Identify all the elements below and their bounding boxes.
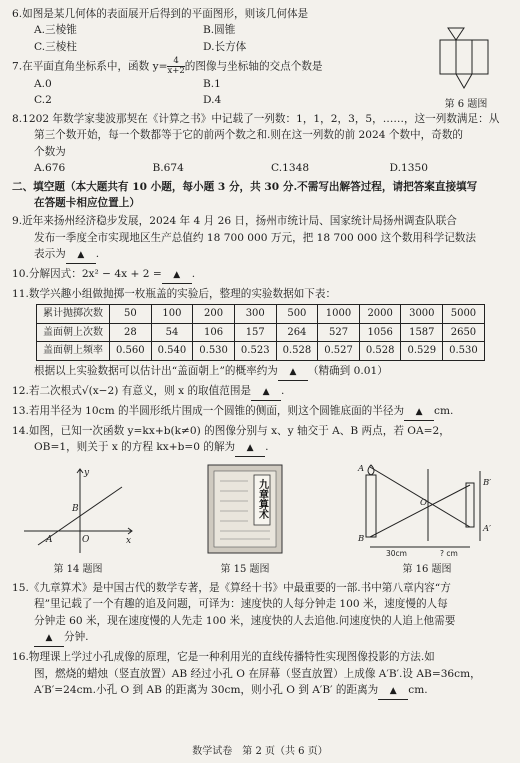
q11-after <box>12 363 508 381</box>
table-cell: 0.530 <box>193 342 235 361</box>
q16-line-3-text: A′B′=24cm.小孔 O 到 AB 的距离为 30cm，则小孔 O 到 A′B′ 的距离为 <box>34 683 379 696</box>
q12-answer-blank <box>251 383 281 401</box>
distance-label-2: ? cm <box>440 549 458 558</box>
net-bottom-triangle <box>456 74 472 88</box>
table-cell: 1056 <box>359 323 401 342</box>
q15-line-1: 15.《九章算术》是中国古代的数学专著，是《算经十书》中最重要的一部.书中第八章内容“方 <box>12 581 451 594</box>
table-cell: 100 <box>151 305 193 324</box>
table-cell: 106 <box>193 323 235 342</box>
table-row <box>37 305 485 324</box>
q11-answer-blank <box>278 363 308 381</box>
x-axis-label: x <box>126 536 132 547</box>
q15-figure-caption: 第 15 题图 <box>220 564 270 576</box>
q13-answer-blank <box>404 403 434 421</box>
q11-stem: 11.数学兴趣小组做抛掷一枚瓶盖的实验后，整理的实验数据如下表： <box>12 288 337 300</box>
q7-stem-post: 的图像与坐标轴的交点个数是 <box>184 60 323 73</box>
table-row <box>37 323 485 342</box>
page-footer: 数学试卷 第 2 页（共 6 页） <box>192 745 328 757</box>
table-cell: 500 <box>276 305 318 324</box>
label-b: B <box>358 534 365 545</box>
q8-line-1: 8.1202 年数学家斐波那契在《计算之书》中记载了一列数：1，1，2，3，5，……，这一列数满足：从 <box>12 112 500 125</box>
q15-answer-blank <box>34 629 64 647</box>
table-cell: 264 <box>276 323 318 342</box>
q16-figure-caption: 第 16 题图 <box>402 564 452 576</box>
q7-options <box>12 76 372 109</box>
q16-line-3-post: cm. <box>408 683 428 696</box>
q16-figure <box>352 461 502 578</box>
question-15 <box>12 580 508 647</box>
table-cell: 0.528 <box>359 342 401 361</box>
table-cell: 0.530 <box>443 342 485 361</box>
triangle-mark: ▲ <box>389 685 397 696</box>
prism-net-diagram <box>434 26 498 92</box>
label-o: O <box>420 498 427 509</box>
q9-line-2: 发布一季度全市实现地区生产总值约 18 700 000 万元，把 18 700 000 这个数用科学记数法 <box>34 231 476 244</box>
q8-option-b: B.674 <box>152 162 184 175</box>
label-a-prime: A′ <box>483 524 492 535</box>
q6-figure-caption: 第 6 题图 <box>444 99 488 111</box>
q15-line-3: 分钟走 60 米，现在速度慢的人先走 100 米，速度快的人去追他.问速度快的人追上他需要 <box>34 614 456 627</box>
q8-options <box>12 160 508 176</box>
point-a-label: A <box>46 535 53 546</box>
question-11 <box>12 286 508 381</box>
q10-text: 10.分解因式：2x² − 4x + 2 = <box>12 268 162 281</box>
q6-option-d: D.长方体 <box>203 40 247 53</box>
q7-stem-pre: 7.在平面直角坐标系中，函数 y= <box>12 60 168 73</box>
linear-function-graph <box>18 465 138 557</box>
origin-label: O <box>82 535 90 546</box>
triangle-mark: ▲ <box>77 250 85 261</box>
q16-line-2: 图，燃烧的蜡烛（竖直放置）AB 经过小孔 O 在屏幕（竖直放置）上成像 A′B′.设 AB=36cm， <box>34 667 481 680</box>
q16-line-1: 16.物理课上学过小孔成像的原理，它是一种利用光的直线传播特性实现图像投影的方法.如 <box>12 651 435 664</box>
table-cell: 0.560 <box>110 342 152 361</box>
q14-answer-blank <box>235 439 265 457</box>
question-12 <box>12 383 508 401</box>
table-cell: 0.523 <box>234 342 276 361</box>
q15-line-4-text: 分钟. <box>64 631 89 644</box>
triangle-mark: ▲ <box>415 406 423 417</box>
q12-text: 12.若二次根式√(x−2) 有意义，则 x 的取值范围是 <box>12 384 252 397</box>
net-top-triangle <box>448 28 464 40</box>
table-cell: 1587 <box>401 323 443 342</box>
table-cell: 300 <box>234 305 276 324</box>
q11-data-table <box>36 304 485 361</box>
q15-line-4 <box>12 629 508 647</box>
q12-post: . <box>281 384 285 397</box>
question-10: 10.分解因式：2x² − 4x + 2 = ▲ . <box>12 266 508 284</box>
q8-line-2: 第三个数开始，每一个数都等于它的前两个数之和.则在这一列数的前 2024 个数中，奇数的 <box>34 129 464 142</box>
section-2-heading <box>12 179 508 212</box>
q7-frac-num: 4 <box>167 57 184 67</box>
y-axis-label: y <box>84 468 90 479</box>
table-cell: 0.529 <box>401 342 443 361</box>
table-row-header: 累计抛掷次数 <box>37 305 110 324</box>
figures-row <box>12 461 508 578</box>
q9-line-3-text: 表示为 <box>34 248 66 261</box>
question-16 <box>12 649 508 700</box>
q14-line-1: 14.如图，已知一次函数 y=kx+b(k≠0) 的图像分别与 x、y 轴交于 A、B 两点，若 OA=2， <box>12 424 450 437</box>
image-candle <box>466 483 474 527</box>
q16-answer-blank <box>378 682 408 700</box>
q14-figure-caption: 第 14 题图 <box>53 564 103 576</box>
table-row-header: 盖面朝上次数 <box>37 323 110 342</box>
triangle-mark: ▲ <box>45 633 53 644</box>
q14-figure <box>18 465 138 578</box>
book-illustration <box>200 461 290 557</box>
candle-body <box>366 475 376 537</box>
q7-fraction <box>167 57 184 76</box>
q7-option-a: A.0 <box>34 78 52 91</box>
q7-option-d: D.4 <box>203 94 222 107</box>
q7-frac-den: x+2 <box>167 66 185 77</box>
q6-figure <box>426 26 506 113</box>
table-row-header: 盖面朝上频率 <box>37 342 110 361</box>
table-row <box>37 342 485 361</box>
q6-option-c: C.三棱柱 <box>34 40 77 53</box>
q8-option-d: D.1350 <box>389 162 428 175</box>
q15-line-2: 程”里记载了一个有趣的追及问题，可译为：速度快的人每分钟走 100 米，速度慢的人每 <box>34 598 448 611</box>
triangle-mark: ▲ <box>246 443 254 454</box>
q6-option-b: B.圆锥 <box>203 24 236 37</box>
q7-option-c: C.2 <box>34 94 52 107</box>
table-cell: 157 <box>234 323 276 342</box>
q14-line-2: OB=1，则关于 x 的方程 kx+b=0 的解为 ▲ . <box>12 439 508 457</box>
question-14 <box>12 423 508 457</box>
section-2-line-1: 二、填空题（本大题共有 10 小题，每小题 3 分，共 30 分.不需写出解答过程，请把答案直接填写 <box>12 180 478 193</box>
question-8 <box>12 111 508 177</box>
triangle-mark: ▲ <box>289 366 297 377</box>
q8-option-a: A.676 <box>34 162 66 175</box>
q6-options <box>12 22 372 55</box>
pinhole-diagram <box>352 461 502 557</box>
table-cell: 527 <box>318 323 360 342</box>
table-cell: 5000 <box>443 305 485 324</box>
q13-text: 13.若用半径为 10cm 的半圆形纸片围成一个圆锥的侧面，则这个圆锥底面的半径为 <box>12 404 405 417</box>
triangle-mark: ▲ <box>173 270 181 281</box>
section-2-line-2: 在答题卡相应位置上） <box>34 196 140 209</box>
question-13 <box>12 403 508 421</box>
q6-option-a: A.三棱锥 <box>34 24 77 37</box>
table-cell: 0.527 <box>318 342 360 361</box>
table-cell: 0.528 <box>276 342 318 361</box>
ray-from-top <box>370 467 470 527</box>
q11-table-body <box>37 305 485 361</box>
q9-line-1: 9.近年来扬州经济稳步发展，2024 年 4 月 26 日，扬州市统计局、国家统计局扬州调查队联合 <box>12 215 457 228</box>
book-title: 九章算术 <box>256 479 268 520</box>
q15-figure <box>200 461 290 578</box>
q11-after-pre: 根据以上实验数据可以估计出“盖面朝上”的概率约为 <box>34 364 278 377</box>
q13-post: cm. <box>434 404 454 417</box>
net-rectangle <box>440 40 488 74</box>
q14-line-2-text: OB=1，则关于 x 的方程 kx+b=0 的解为 <box>34 441 236 454</box>
q10-answer-blank <box>162 266 192 284</box>
table-cell: 50 <box>110 305 152 324</box>
q8-line-3: 个数为 <box>34 145 66 158</box>
label-b-prime: B′ <box>483 478 492 489</box>
table-cell: 2650 <box>443 323 485 342</box>
q16-line-3 <box>12 682 508 700</box>
table-cell: 1000 <box>318 305 360 324</box>
question-9 <box>12 213 508 264</box>
triangle-mark: ▲ <box>262 386 270 397</box>
table-cell: 0.540 <box>151 342 193 361</box>
point-b-label: B <box>72 504 79 515</box>
ray-from-bottom <box>370 485 470 537</box>
table-cell: 200 <box>193 305 235 324</box>
candle-flame <box>368 465 374 475</box>
table-cell: 28 <box>110 323 152 342</box>
table-cell: 2000 <box>359 305 401 324</box>
q8-option-c: C.1348 <box>271 162 310 175</box>
q9-answer-blank <box>66 246 96 264</box>
q6-stem: 6.如图是某几何体的表面展开后得到的平面图形，则该几何体是 <box>12 8 309 20</box>
q9-line-3: 表示为 ▲ . <box>12 246 508 264</box>
table-cell: 54 <box>151 323 193 342</box>
q7-option-b: B.1 <box>203 78 221 91</box>
q11-after-post: （精确到 0.01） <box>307 364 388 377</box>
table-cell: 3000 <box>401 305 443 324</box>
distance-label-1: 30cm <box>386 549 407 558</box>
label-a: A <box>358 464 365 475</box>
